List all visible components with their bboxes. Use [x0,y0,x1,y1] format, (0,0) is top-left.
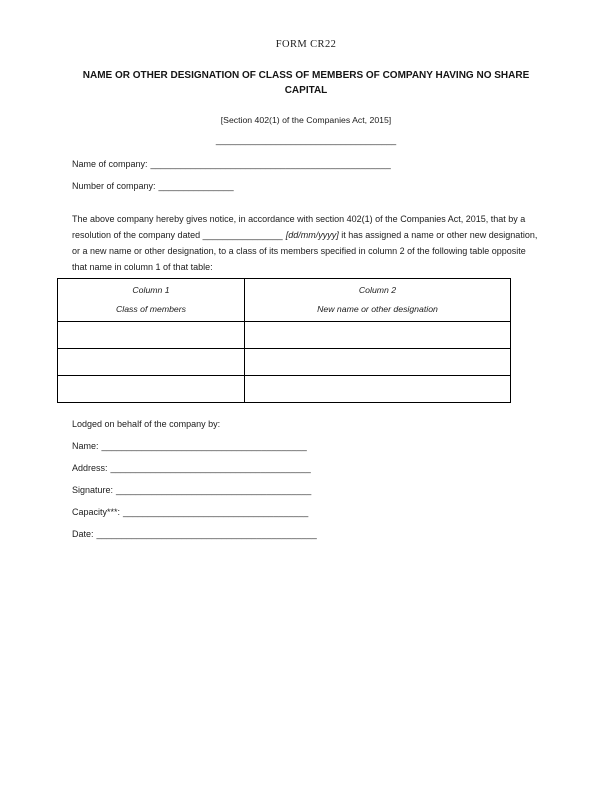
notice-text-1: The above company hereby gives notice, in accordance with section 402(1) of the Companies Act, 2015, that by a resolution of the company dated [72,214,526,240]
lodgement-address-row [72,462,540,475]
lodgement-intro: Lodged on behalf of the company by: [72,419,221,429]
table-header-row [58,279,511,322]
table-row [58,349,511,376]
lodgement-signature-row [72,484,540,497]
members-table [57,278,511,403]
column2-subtitle: New name or other designation [317,304,438,314]
company-number-row [72,180,540,193]
form-code: FORM CR22 [275,39,337,50]
new-designation-cell[interactable] [245,349,511,376]
lodgement-capacity-row [72,506,540,519]
company-number-blank[interactable]: _______________ [158,181,234,191]
date-format-hint: [dd/mm/yyyy] [285,230,339,240]
class-of-members-cell[interactable] [58,376,245,403]
class-of-members-cell[interactable] [58,349,245,376]
lodgement-capacity-label: Capacity***: [72,507,121,517]
notice-text-2: it has assigned a name or other new designation, or a new name or other designation, to a class of its members specified in column 2 of the following table opposite that name in column 1 of that table: [72,230,538,272]
new-designation-cell[interactable] [245,322,511,349]
lodgement-address-label: Address: [72,463,108,473]
resolution-date-blank[interactable]: ________________ [202,230,283,240]
lodgement-name-blank[interactable]: _________________________________________ [101,441,307,451]
notice-paragraph [72,211,540,275]
column1-title: Column 1 [132,285,170,295]
company-name-blank[interactable]: ________________________________________________ [150,159,391,169]
new-designation-cell[interactable] [245,376,511,403]
company-name-label: Name of company: [72,159,148,169]
table-header-column1 [58,279,245,322]
lodgement-name-row [72,440,540,453]
company-number-label: Number of company: [72,181,156,191]
column1-subtitle: Class of members [115,304,186,314]
table-row [58,376,511,403]
form-title: NAME OR OTHER DESIGNATION OF CLASS OF MEMBERS OF COMPANY HAVING NO SHARE CAPITAL [82,70,530,96]
column2-title: Column 2 [358,285,397,295]
lodgement-signature-blank[interactable]: _______________________________________ [116,485,312,495]
lodgement-date-row [72,528,540,541]
lodgement-capacity-blank[interactable]: _____________________________________ [123,507,309,517]
divider-line: ____________________________________ [215,135,397,145]
lodgement-date-label: Date: [72,529,94,539]
lodgement-date-blank[interactable]: ____________________________________________ [96,529,317,539]
company-name-row [72,158,540,171]
lodgement-address-blank[interactable]: ________________________________________ [110,463,311,473]
table-row [58,322,511,349]
section-reference: [Section 402(1) of the Companies Act, 2015] [220,115,392,125]
table-header-column2 [245,279,511,322]
lodgement-name-label: Name: [72,441,99,451]
lodgement-signature-label: Signature: [72,485,114,495]
class-of-members-cell[interactable] [58,322,245,349]
